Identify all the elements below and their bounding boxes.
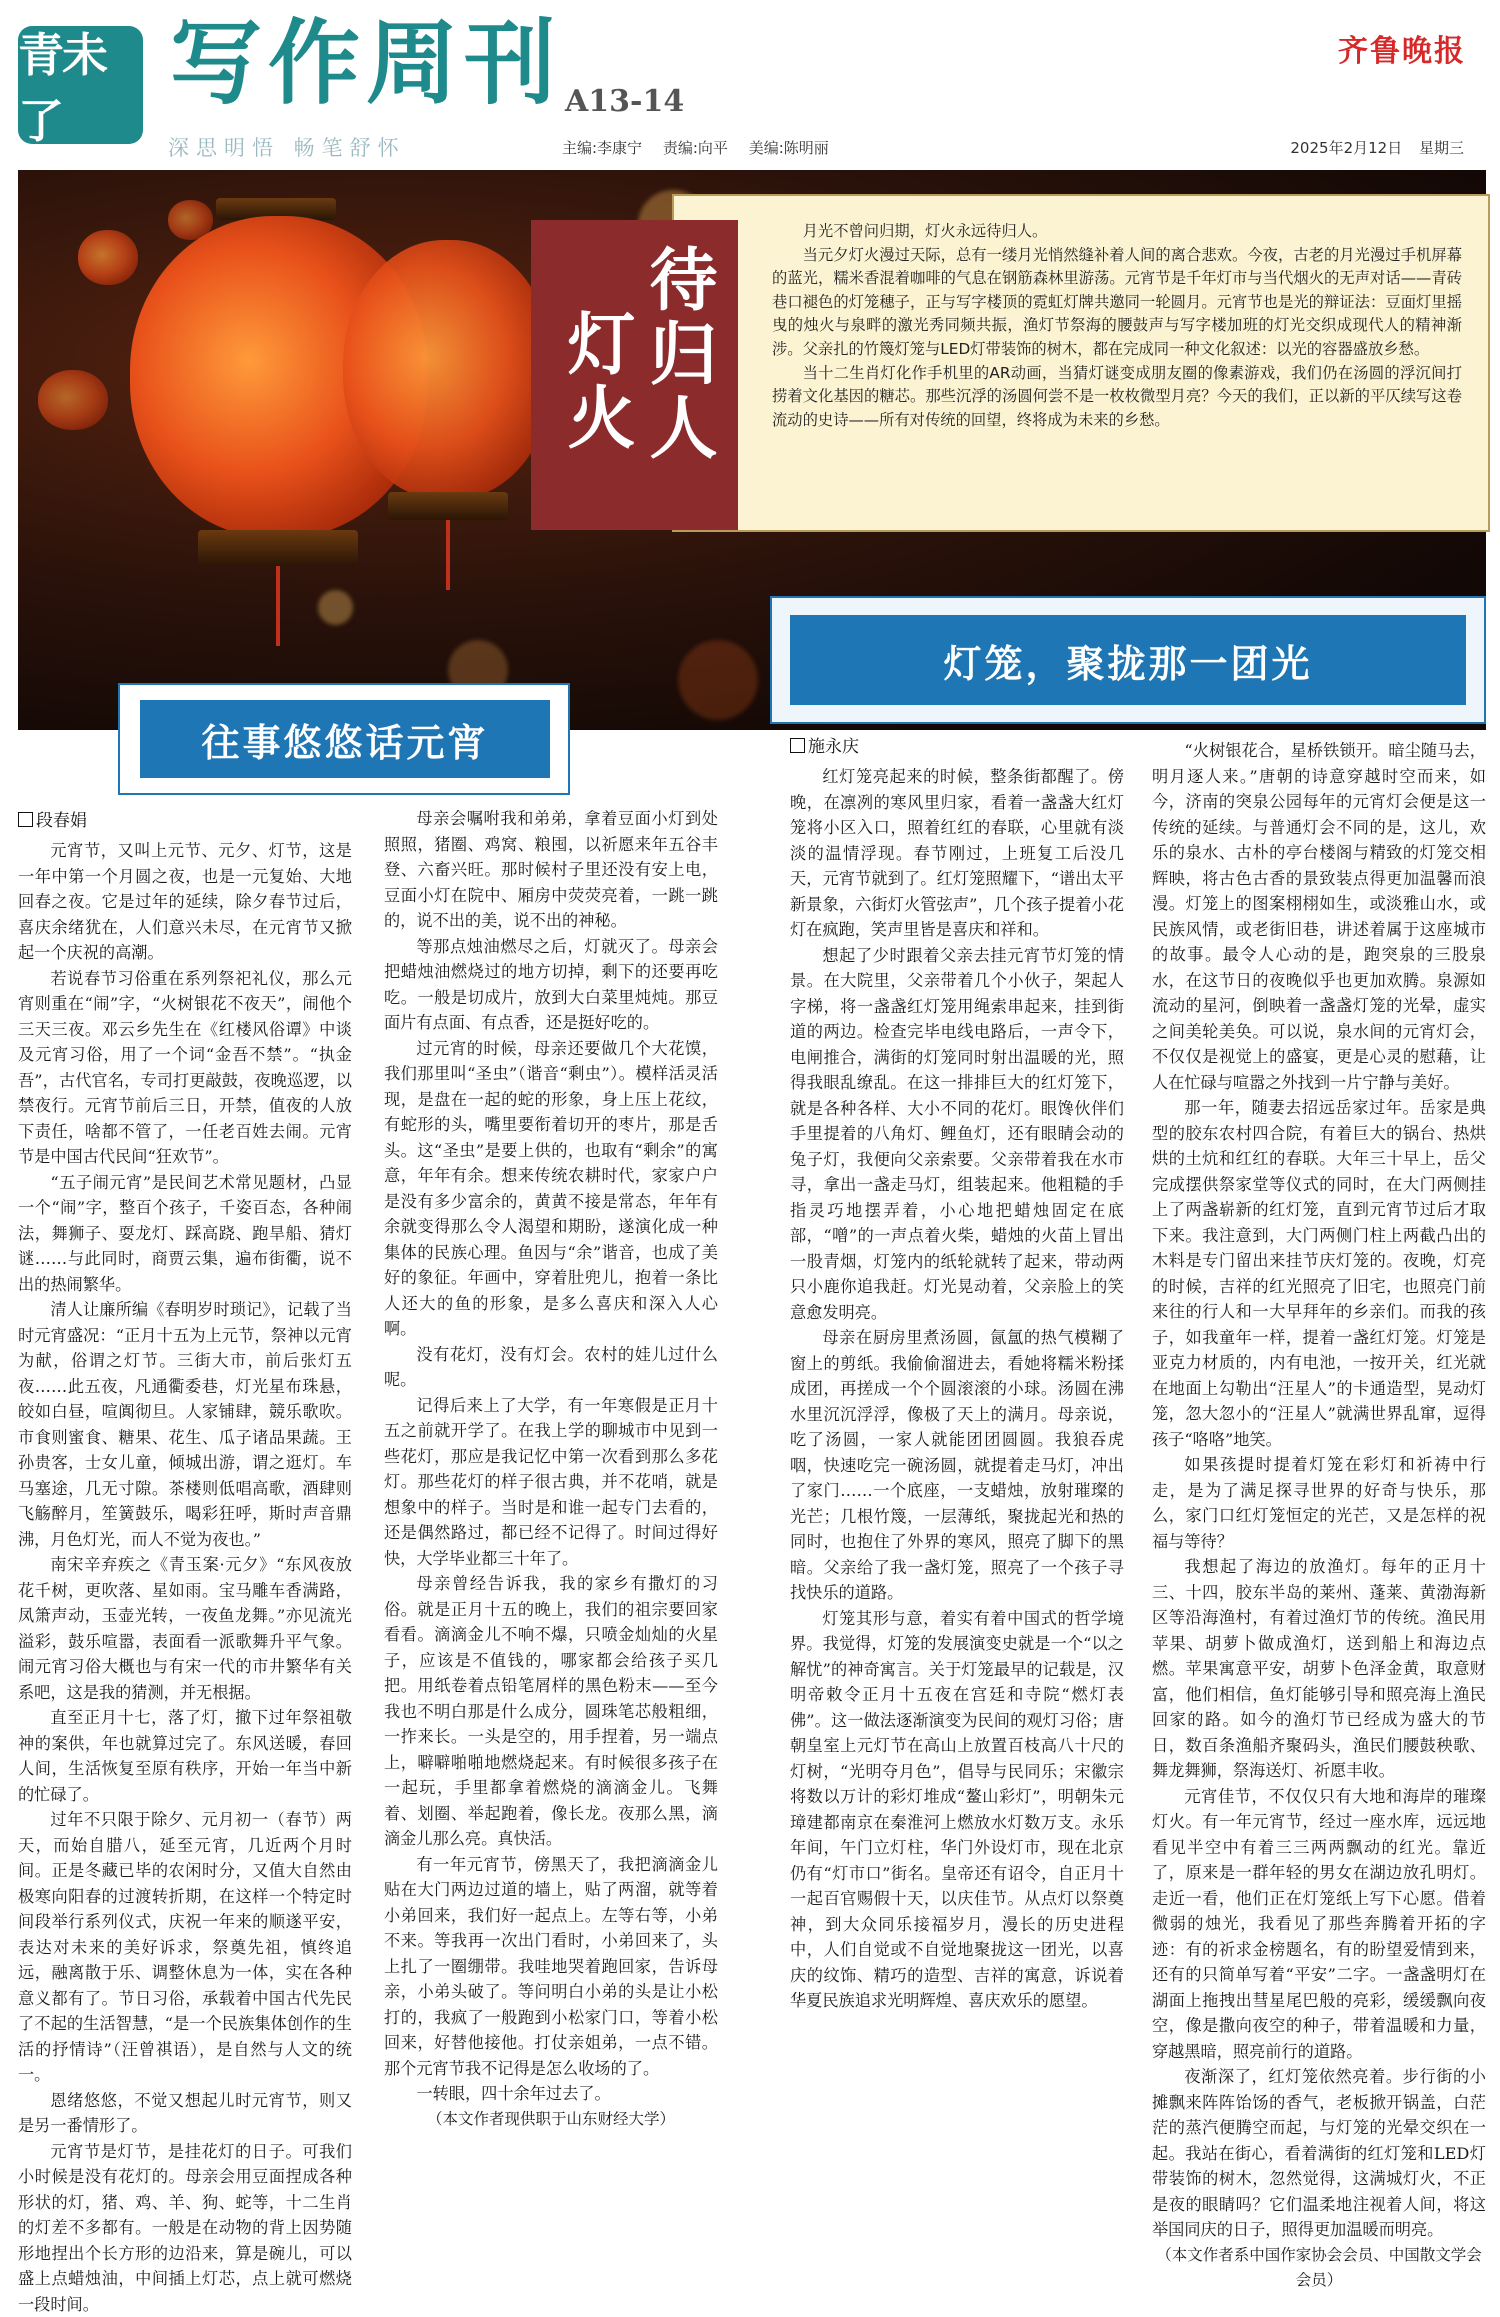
author-note: （本文作者现供职于山东财经大学）	[384, 2107, 718, 2133]
article-paragraph: 过元宵的时候，母亲还要做几个大花馍，我们那里叫“圣虫”（谐音“剩虫”）。模样活灵活现，是盘在一起的蛇的形象，身上压上花纹，有蛇形的头，嘴里要衔着切开的枣片，那是舌头。这“圣虫”是要上供的，也取有“剩余”的寓意，年年有余。想来传统农耕时代，家家户户是没有多少富余的，黄黄不接是常态，年年有余就变得那么令人渴望和期盼，遂演化成一种集体的民族心理。鱼因与“余”谐音，也成了美好的象征。年画中，穿着肚兜儿，抱着一条比人还大的鱼的形象，是多么喜庆和深入人心啊。	[384, 1036, 718, 1342]
article-paragraph: 没有花灯，没有灯会。农村的娃儿过什么呢。	[384, 1342, 718, 1393]
feature-intro-box	[672, 194, 1490, 532]
feature-headline	[531, 220, 738, 530]
intro-paragraph: 月光不曾问归期，灯火永远待归人。	[772, 220, 1462, 244]
author-note: （本文作者系中国作家协会会员、中国散文学会会员）	[1152, 2243, 1486, 2294]
column-motto: 深思明悟 畅笔舒怀	[168, 132, 406, 162]
second-lantern	[343, 240, 553, 500]
article-paragraph: 直至正月十七，落了灯，撤下过年祭祖敬神的案供，年也就算过完了。东风送暖，春回人间，生活恢复至原有秩序，开始一年当中新的忙碌了。	[18, 1705, 352, 1807]
page-number: A13-14	[565, 84, 684, 119]
article-paragraph: “火树银花合，星桥铁锁开。暗尘随马去，明月逐人来。”唐朝的诗意穿越时空而来，如今，济南的突泉公园每年的元宵灯会便是这一传统的延续。与普通灯会不同的是，这儿，欢乐的泉水、古朴的亭台楼阁与精致的灯笼交相辉映，将古色古香的景致装点得更加温馨而浪漫。灯笼上的图案栩栩如生，或淡雅山水，或民族风情，或老街旧巷，讲述着属于这座城市的故事。最令人心动的是，跑突泉的三股泉水，在这节日的夜晚似乎也更加欢腾。泉源如流动的星河，倒映着一盏盏灯笼的光晕，虚实之间美轮美奂。可以说，泉水间的元宵灯会，不仅仅是视觉上的盛宴，更是心灵的慰藉，让人在忙碌与喧嚣之外找到一片宁静与美好。	[1152, 738, 1486, 1095]
article-paragraph: 我想起了海边的放渔灯。每年的正月十三、十四，胶东半岛的莱州、蓬莱、黄渤海新区等沿海渔村，有着过渔灯节的传统。渔民用苹果、胡萝卜做成渔灯，送到船上和海边点燃。苹果寓意平安，胡萝卜色泽金黄，取意财富，他们相信，鱼灯能够引导和照亮海上渔民回家的路。如今的渔灯节已经成为盛大的节日，数百条渔船齐聚码头，渔民们腰鼓秧歌、舞龙舞狮，祭海送灯、祈愿丰收。	[1152, 1554, 1486, 1784]
article-paragraph: 若说春节习俗重在系列祭祀礼仪，那么元宵则重在“闹”字，“火树银花不夜天”，闹他个三天三夜。邓云乡先生在《红楼风俗谭》中谈及元宵习俗，用了一个词“金吾不禁”。“执金吾”，古代官名，专司打更敲鼓，夜晚巡逻，以禁夜行。元宵节前后三日，开禁，值夜的人放下责任，啥都不管了，一任老百姓去闹。元宵节是中国古代民间“狂欢节”。	[18, 966, 352, 1170]
article-paragraph: 灯笼其形与意，着实有着中国式的哲学境界。我觉得，灯笼的发展演变史就是一个“以之解忧”的神奇寓言。关于灯笼最早的记载是，汉明帝敕令正月十五夜在宫廷和寺院“燃灯表佛”。这一做法逐渐演变为民间的观灯习俗；唐朝皇室上元灯节在高山上放置百枝高八十尺的灯树，“光明夺月色”，倡导与民同乐；宋徽宗将数以万计的彩灯堆成“鳌山彩灯”，明朝朱元璋建都南京在秦淮河上燃放水灯数万支。永乐年间，午门立灯柱，华门外设灯市，现在北京仍有“灯市口”街名。皇帝还有诏令，自正月十一起百官赐假十天，以庆佳节。从点灯以祭奠神，到大众同乐接福岁月，漫长的历史进程中，人们自觉或不自觉地聚拢这一团光，以喜庆的纹饰、精巧的造型、吉祥的寓意，诉说着华夏民族追求光明辉煌、喜庆欢乐的愿望。	[790, 1606, 1124, 2014]
brand-logo: 青未了	[18, 26, 143, 144]
article2-title: 灯笼，聚拢那一团光	[790, 615, 1466, 705]
article-paragraph: 南宋辛弃疾之《青玉案·元夕》“东风夜放花千树，更吹落、星如雨。宝马雕车香满路，凤箫声动，玉壶光转，一夜鱼龙舞。”亦见流光溢彩，鼓乐喧嚣，表面看一派歌舞升平气象。闹元宵习俗大概也与有宋一代的市井繁华有关系吧，这是我的猜测，并无根据。	[18, 1552, 352, 1705]
editor-credits	[562, 137, 845, 158]
article-paragraph: 记得后来上了大学，有一年寒假是正月十五之前就开学了。在我上学的聊城市中见到一些花灯，那应是我记忆中第一次看到那么多花灯。那些花灯的样子很古典，并不花哨，就是想象中的样子。当时是和谁一起专门去看的，还是偶然路过，都已经不记得了。时间过得好快，大学毕业都三十年了。	[384, 1393, 718, 1572]
page-title: 写作周刊	[170, 18, 562, 110]
intro-paragraph: 当元夕灯火漫过天际，总有一缕月光悄然缝补着人间的离合悲欢。今夜，古老的月光漫过手机屏幕的蓝光，糯米香混着咖啡的气息在钢筋森林里游荡。元宵节是千年灯市与当代烟火的无声对话——青砖巷口褪色的灯笼穗子，正与写字楼顶的霓虹灯牌共邀同一轮圆月。元宵节也是光的辩证法：豆面灯里摇曳的烛火与泉畔的激光秀同频共振，渔灯节祭海的腰鼓声与写字楼加班的灯光交织成现代人的精神渐涉。父亲扎的竹篾灯笼与LED灯带装饰的树木，都在完成同一种文化叙述：以光的容器盛放乡愁。	[772, 244, 1462, 362]
newspaper-name: 齐鲁晚报	[1338, 26, 1466, 70]
duty-editor: 责编:向平	[663, 139, 728, 157]
article-paragraph: 那一年，随妻去招远岳家过年。岳家是典型的胶东农村四合院，有着巨大的锅台、热烘烘的土炕和红红的春联。大年三十早上，岳父完成摆供祭家堂等仪式的同时，在大门两侧挂上了两盏崭新的红灯笼，直到元宵节过后才取下来。我注意到，大门两侧门柱上两截凸出的木料是专门留出来挂节庆灯笼的。夜晚，灯亮的时候，吉祥的红光照亮了旧宅，也照亮门前来往的行人和一大早拜年的乡亲们。而我的孩子，如我童年一样，提着一盏红灯笼。灯笼是亚克力材质的，内有电池，一按开关，红光就在地面上勾勒出“汪星人”的卡通造型，晃动灯笼，忽大忽小的“汪星人”就满世界乱窜，逗得孩子“咯咯”地笑。	[1152, 1095, 1486, 1452]
article-paragraph: 夜渐深了，红灯笼依然亮着。步行街的小摊飘来阵阵饴饧的香气，老板掀开锅盖，白茫茫的蒸汽便腾空而起，与灯笼的光晕交织在一起。我站在街心，看着满街的红灯笼和LED灯带装饰的树木，忽然觉得，这满城灯火，不正是夜的眼睛吗？它们温柔地注视着人间，将这举国同庆的日子，照得更加温暖而明亮。	[1152, 2064, 1486, 2243]
article-paragraph: 元宵节是灯节，是挂花灯的日子。可我们小时候是没有花灯的。母亲会用豆面捏成各种形状的灯，猪、鸡、羊、狗、蛇等，十二生肖的灯差不多都有。一般是在动物的背上因势随形地捏出个长方形的边沿来，算是碗儿，可以盛上点蜡烛油，中间插上灯芯，点上就可燃烧一段时间。	[18, 2139, 352, 2317]
art-editor: 美编:陈明丽	[749, 139, 829, 157]
issue-date	[1278, 137, 1464, 158]
article-paragraph: 如果孩提时提着灯笼在彩灯和祈祷中行走，是为了满足探寻世界的好奇与快乐，那么，家门口红灯笼恒定的光芒，又是怎样的祝福与等待？	[1152, 1452, 1486, 1554]
chief-editor: 主编:李康宁	[562, 139, 642, 157]
article2-author: 施永庆	[790, 732, 859, 757]
article-paragraph: 母亲曾经告诉我，我的家乡有撒灯的习俗。就是正月十五的晚上，我们的祖宗要回家看看。滴滴金儿不响不爆，只喷金灿灿的火星子，应该是不值钱的，哪家都会给孩子买几把。用纸卷着点铅笔屑样的黑色粉末——至今我也不明白那是什么成分，圆珠笔芯般粗细，一拃来长。一头是空的，用手捏着，另一端点上，噼噼啪啪地燃烧起来。有时候很多孩子在一起玩，手里都拿着燃烧的滴滴金儿。飞舞着、划圈、举起跑着，像长龙。夜那么黑，滴滴金儿那么亮。真快活。	[384, 1571, 718, 1852]
article-paragraph: 一转眼，四十余年过去了。	[384, 2081, 718, 2107]
article-paragraph: 红灯笼亮起来的时候，整条街都醒了。傍晚，在凛冽的寒风里归家，看着一盏盏大红灯笼将小区入口，照着红红的春联，心里就有淡淡的温情浮现。春节刚过，上班复工后没几天，元宵节就到了。红灯笼照耀下，“谱出太平新景象，六街灯火管弦声”，几个孩子提着小花灯在疯跑，笑声里皆是喜庆和祥和。	[790, 764, 1124, 943]
article-paragraph: 过年不只限于除夕、元月初一（春节）两天，而始自腊八，延至元宵，几近两个月时间。正是冬藏已毕的农闲时分，又值大自然由极寒向阳春的过渡转折期，在这样一个特定时间段举行系列仪式，庆祝一年来的顺遂平安，表达对未来的美好诉求，祭奠先祖，慎终追远，融离散于乐、调整休息为一体，实在各种意义都有了。节日习俗，承载着中国古代先民了不起的生活智慧，“是一个民族集体创作的生活的抒情诗”（汪曾祺语），是自然与人文的统一。	[18, 1807, 352, 2088]
feature-intro-text	[772, 220, 1462, 432]
article1-title: 往事悠悠话元宵	[140, 700, 550, 778]
headline-column-2: 灯火	[561, 308, 629, 456]
article-paragraph: 母亲在厨房里煮汤圆，氤氲的热气模糊了窗上的剪纸。我偷偷溜进去，看她将糯米粉揉成团，再搓成一个个圆滚滚的小球。汤圆在沸水里沉沉浮浮，像极了天上的满月。母亲说，吃了汤圆，一家人就能团团圆圆。我狼吞虎咽，快速吃完一碗汤圆，就提着走马灯，冲出了家门……一个底座，一支蜡烛，放射璀璨的光芒；几根竹篾，一层薄纸，聚拢起光和热的同时，也抱住了外界的寒风，照亮了脚下的黑暗。父亲给了我一盏灯笼，照亮了一个孩子寻找快乐的道路。	[790, 1325, 1124, 1606]
masthead	[0, 0, 1500, 165]
article-paragraph: 有一年元宵节，傍黑天了，我把滴滴金儿贴在大门两边过道的墙上，贴了两溜，就等着小弟回来，我们好一起点上。左等右等，小弟不来。等我再一次出门看时，小弟回来了，头上扎了一圈绷带。我哇地哭着跑回家，告诉母亲，小弟头破了。等问明白小弟的头是让小松打的，我疯了一般跑到小松家门口，等着小松回来，好替他接他。打仗亲姐弟，一点不错。那个元宵节我不记得是怎么收场的了。	[384, 1852, 718, 2082]
article-paragraph: 母亲会嘱咐我和弟弟，拿着豆面小灯到处照照，猪圈、鸡窝、粮囤，以祈愿来年五谷丰登、六畜兴旺。那时候村子里还没有安上电，豆面小灯在院中、厢房中荧荧亮着，一跳一跳的，说不出的美，说不出的神秘。	[384, 806, 718, 934]
article-paragraph: 清人让廉所编《春明岁时琐记》，记载了当时元宵盛况：“正月十五为上元节，祭神以元宵为献，俗谓之灯节。三街大市，前后张灯五夜……此五夜，凡通衢委巷，灯光星布珠悬，皎如白昼，喧阗彻旦。人家铺肆，競乐歌吹。市食则蜜食、糖果、花生、瓜子诸品果蔬。王孙贵客，士女儿童，倾城出游，谓之逛灯。车马塞途，几无寸隙。茶楼则低唱高歌，酒肆则飞觞醉月，笙簧鼓乐，喝彩狂呼，斯时声音鼎沸，月色灯光，而人不觉为夜也。”	[18, 1297, 352, 1552]
headline-column-1: 待归人	[643, 244, 711, 466]
article-paragraph: 等那点烛油燃尽之后，灯就灭了。母亲会把蜡烛油燃烧过的地方切掉，剩下的还要再吃吃。一般是切成片，放到大白菜里炖炖。那豆面片有点面、有点香，还是挺好吃的。	[384, 934, 718, 1036]
intro-paragraph: 当十二生肖灯化作手机里的AR动画，当猜灯谜变成朋友圈的像素游戏，我们仍在汤圆的浮沉间打捞着文化基因的糖芯。那些沉浮的汤圆何尝不是一枚枚微型月亮？今天的我们，正以新的平仄续写这卷流动的史诗——所有对传统的回望，终将成为未来的乡愁。	[772, 362, 1462, 433]
article1-column-1	[18, 838, 352, 2196]
article2-column-1	[790, 764, 1124, 2196]
article-paragraph: 元宵节，又叫上元节、元夕、灯节，这是一年中第一个月圆之夜，也是一元复始、大地回春之夜。它是过年的延续，除夕春节过后，喜庆余绪犹在，人们意兴未尽，在元宵节又掀起一个庆祝的高潮。	[18, 838, 352, 966]
article-paragraph: 想起了少时跟着父亲去挂元宵节灯笼的情景。在大院里，父亲带着几个小伙子，架起人字梯，将一盏盏红灯笼用绳索串起来，挂到街道的两边。检查完毕电线电路后，一声令下，电闸推合，满街的灯笼同时射出温暖的光，照得我眼乱缭乱。在这一排排巨大的红灯笼下，就是各种各样、大小不同的花灯。眼馋伙伴们手里提着的八角灯、鲤鱼灯，还有眼睛会动的兔子灯，我便向父亲索要。父亲带着我在水市寻，拿出一盏走马灯，组装起来。他粗糙的手指灵巧地摆弄着，小心地把蜡烛固定在底部，“噌”的一声点着火柴，蜡烛的火苗上冒出一股青烟，灯笼内的纸轮就转了起来，带动两只小鹿你追我赶。灯光晃动着，父亲脸上的笑意愈发明亮。	[790, 943, 1124, 1326]
article-paragraph: 恩绪悠悠，不觉又想起儿时元宵节，则又是另一番情形了。	[18, 2088, 352, 2139]
article1-author: 段春娟	[18, 806, 87, 831]
article2-column-2	[1152, 738, 1486, 2196]
article-paragraph: 元宵佳节，不仅仅只有大地和海岸的璀璨灯火。有一年元宵节，经过一座水库，远远地看见半空中有着三三两两飘动的红光。靠近了，原来是一群年轻的男女在湖边放孔明灯。走近一看，他们正在灯笼纸上写下心愿。借着微弱的烛光，我看见了那些奔腾着开拓的字迹：有的祈求金榜题名，有的盼望爱情到来，还有的只简单写着“平安”二字。一盏盏明灯在湖面上拖拽出彗星尾巴般的亮彩，缓缓飘向夜空，像是撒向夜空的种子，带着温暖和力量，穿越黑暗，照亮前行的道路。	[1152, 1784, 1486, 2065]
article1-column-2	[384, 806, 718, 2196]
weekday-text: 星期三	[1419, 139, 1464, 157]
date-text: 2025年2月12日	[1290, 139, 1402, 157]
article-paragraph: “五子闹元宵”是民间艺术常见题材，凸显一个“闹”字，整百个孩子，千姿百态，各种闹法，舞狮子、耍龙灯、踩高跷、跑旱船、猜灯谜……与此同时，商贾云集，遍布街衢，说不出的热闹繁华。	[18, 1170, 352, 1298]
